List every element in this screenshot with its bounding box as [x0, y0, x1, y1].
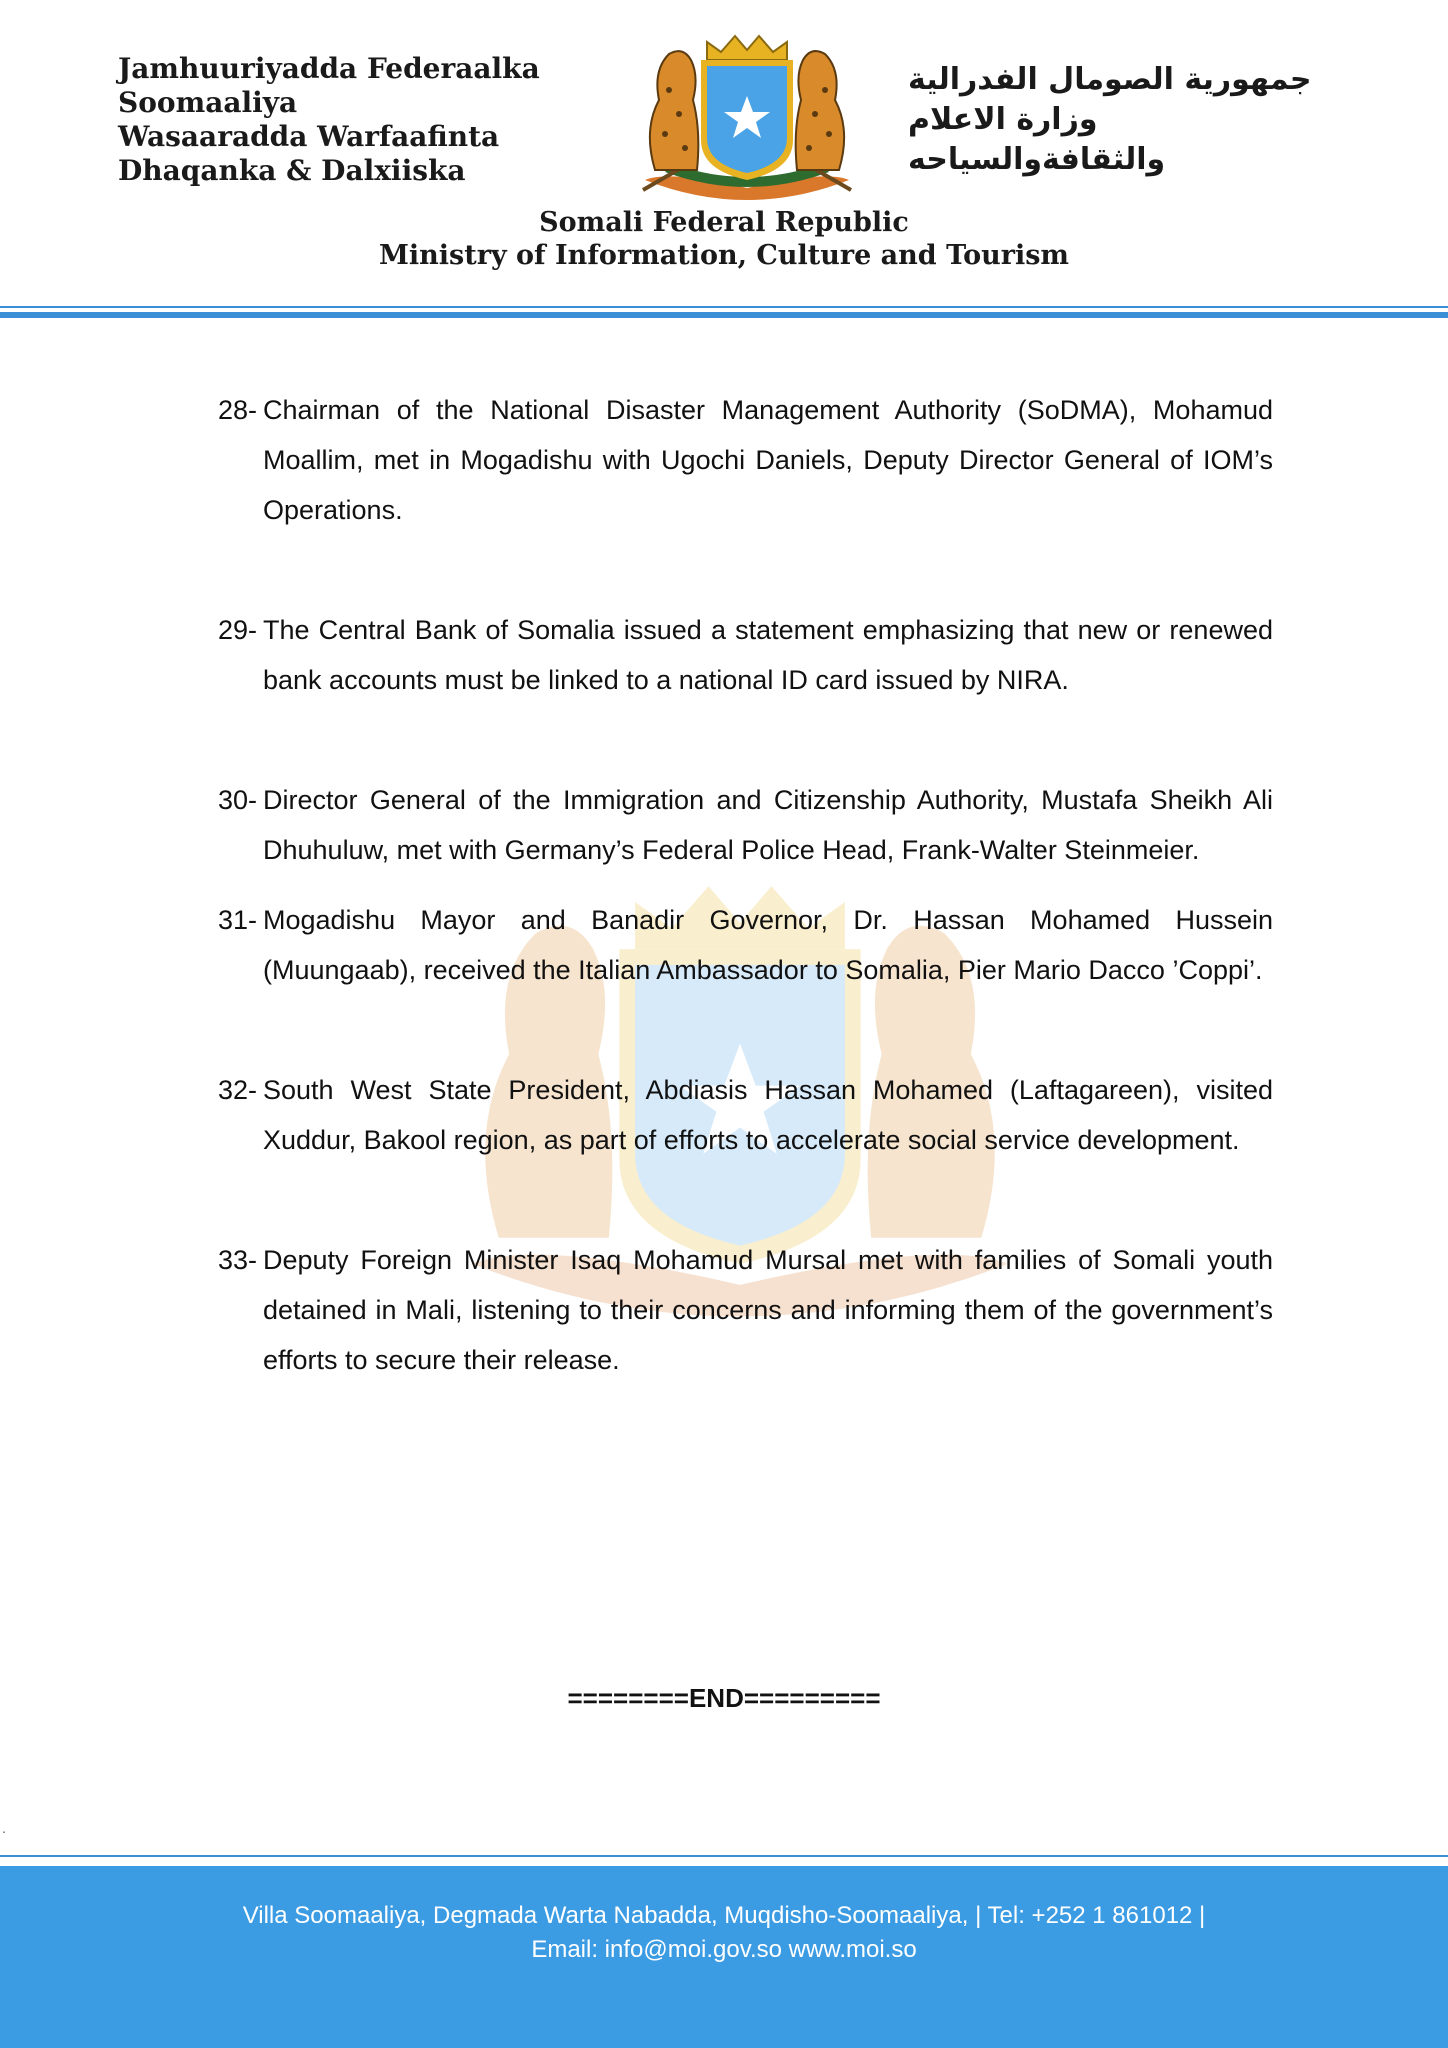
header-somali-title — [118, 52, 578, 188]
header-english-title — [0, 206, 1448, 272]
list-item — [218, 385, 1273, 535]
header-left-line: Soomaaliya — [118, 86, 298, 119]
list-item — [218, 1065, 1273, 1165]
footer-divider-thin — [0, 1855, 1448, 1857]
item-text: South West State President, Abdiasis Hassan Mohamed (Laftagareen), visited Xuddur, Bakool region, as part of efforts to accelerate social service development. — [263, 1075, 1273, 1155]
header-left-line: Wasaaradda Warfaafinta — [118, 120, 500, 153]
news-items-list — [218, 385, 1273, 1385]
header-arabic-title — [908, 60, 1368, 180]
header-right-line: جمهورية الصومال الفدرالية — [908, 62, 1312, 97]
footer-address: Villa Soomaaliya, Degmada Warta Nabadda, Muqdisho-Soomaaliya, | Tel: +252 1 861012 | — [242, 1902, 1206, 1929]
item-text: Chairman of the National Disaster Management Authority (SoDMA), Mohamud Moallim, met in Mogadishu with Ugochi Daniels, Deputy Director General of IOM’s Operations. — [263, 395, 1273, 525]
header-divider-thin — [0, 306, 1448, 308]
header-divider-thick — [0, 312, 1448, 318]
item-text: Deputy Foreign Minister Isaq Mohamud Mursal met with families of Somali youth detained in Mali, listening to their concerns and informing them of the government’s efforts to secure their release. — [263, 1245, 1273, 1375]
coat-of-arms-logo — [625, 30, 869, 205]
list-item — [218, 895, 1273, 995]
item-number: 30- — [218, 785, 258, 815]
stray-mark: . — [2, 1820, 6, 1836]
item-text: Mogadishu Mayor and Banadir Governor, Dr. Hassan Mohamed Hussein (Muungaab), received the Italian Ambassador to Somalia, Pier Mario Dacco ’Coppi’. — [263, 905, 1273, 985]
item-text: Director General of the Immigration and Citizenship Authority, Mustafa Sheikh Ali Dhuhuluw, met with Germany’s Federal Police Head, Frank-Walter Steinmeier. — [263, 785, 1273, 865]
header-left-line: Jamhuuriyadda Federaalka — [118, 52, 540, 85]
footer — [0, 1866, 1448, 2048]
item-number: 29- — [218, 615, 258, 645]
item-number: 33- — [218, 1245, 258, 1275]
item-number: 28- — [218, 395, 258, 425]
end-marker: ========END========= — [567, 1683, 881, 1713]
header-center-line: Ministry of Information, Culture and Tourism — [379, 240, 1069, 271]
item-number: 32- — [218, 1075, 258, 1105]
header-center-line: Somali Federal Republic — [539, 207, 909, 238]
header-right-line: وزارة الاعلام — [908, 102, 1098, 137]
item-number: 31- — [218, 905, 258, 935]
list-item — [218, 775, 1273, 875]
list-item — [218, 1235, 1273, 1385]
header-right-line: والثقافةوالسياحه — [908, 142, 1166, 177]
footer-contact: Email: info@moi.gov.so www.moi.so — [531, 1936, 917, 1963]
list-item — [218, 605, 1273, 705]
item-text: The Central Bank of Somalia issued a statement emphasizing that new or renewed bank accounts must be linked to a national ID card issued by NIRA. — [263, 615, 1273, 695]
header-left-line: Dhaqanka & Dalxiiska — [118, 154, 466, 187]
